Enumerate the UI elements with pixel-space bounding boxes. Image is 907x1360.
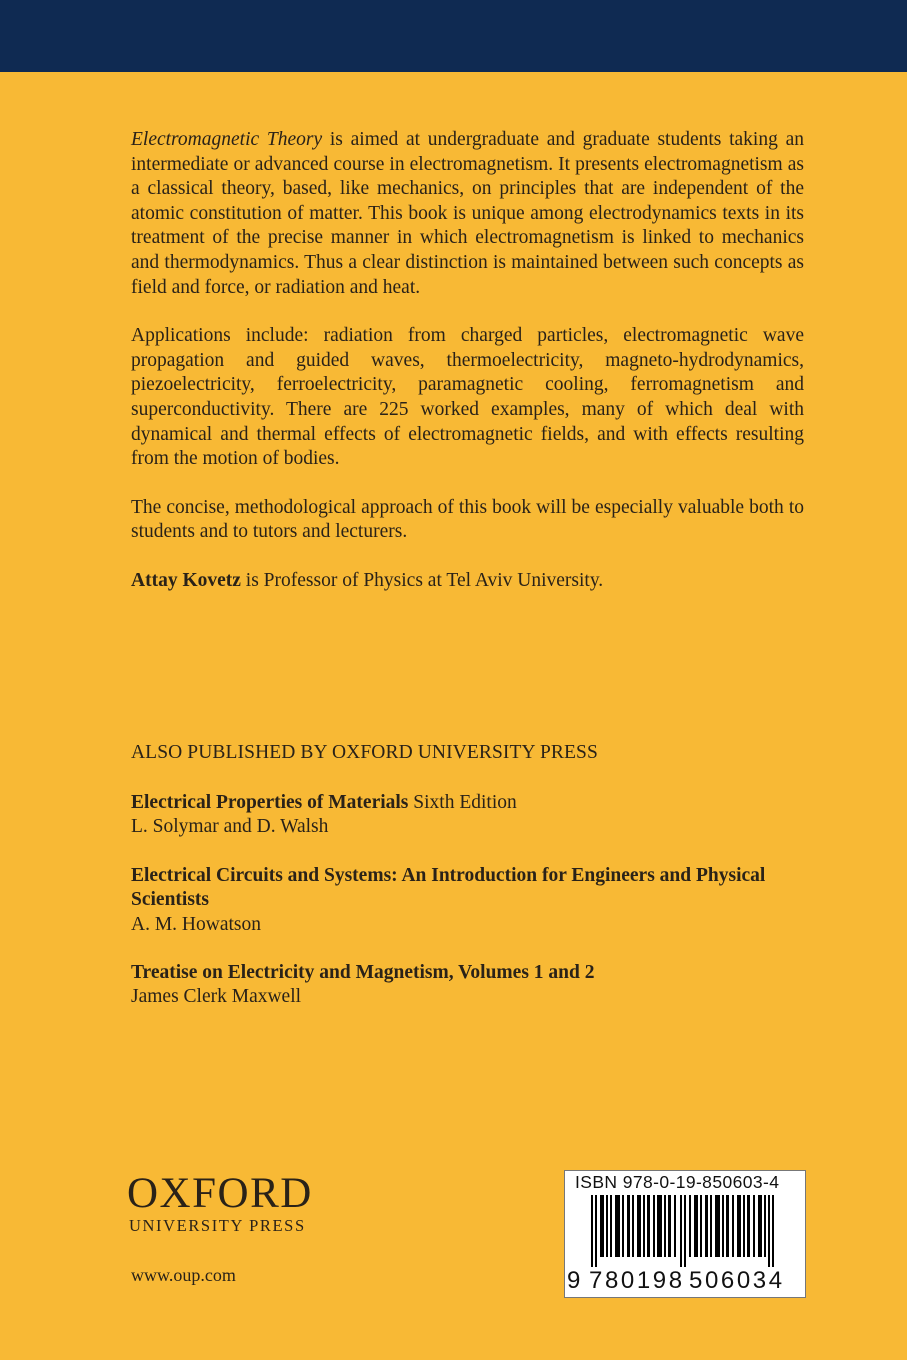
barcode-digits-left: 780198: [589, 1267, 685, 1294]
also-published-heading: ALSO PUBLISHED BY OXFORD UNIVERSITY PRESS: [131, 742, 598, 763]
description-paragraph-1-text: is aimed at undergraduate and graduate students taking an intermediate or advanced course in electromagnetism. It presents electromagnetism as a classical theory, based, like mechanics, on principles that are independent of the atomic constitution of matter. This book is unique among electrodynamics texts in its treatment of the precise manner in which electromagnetism is linked to mechanics and thermodynamics. Thus a clear distinction is maintained between such concepts as field and force, or radiation and heat.: [131, 129, 804, 298]
book-edition: Sixth Edition: [408, 792, 517, 813]
book-author: L. Solymar and D. Walsh: [131, 816, 329, 838]
description-paragraph-3: The concise, methodological approach of this book will be especially valuable both to students and to tutors and lecturers.: [131, 496, 804, 543]
barcode-bars: [579, 1195, 793, 1267]
book-title: Treatise on Electricity and Magnetism, Volumes 1 and 2: [131, 962, 595, 984]
barcode-digit-first: 9: [567, 1267, 581, 1294]
description-paragraph-2: Applications include: radiation from charged particles, electromagnetic wave propagation and guided waves, thermoelectricity, magneto-hydrodynamics, piezoelectricity, ferroelectricity, paramagnetic cooling, ferromagnetism and superconductivity. There are 225 worked examples, many of which deal with dynamical and thermal effects of electromagnetic fields, and with effects resulting from the motion of bodies.: [131, 325, 804, 470]
author-name: Attay Kovetz: [131, 569, 241, 591]
book-author: James Clerk Maxwell: [131, 986, 302, 1008]
also-published-section: [131, 741, 811, 1034]
author-bio-text: is Professor of Physics at Tel Aviv University.: [240, 569, 604, 591]
book-title: Electrical Circuits and Systems: An Introduction for Engineers and Physical Scientists: [131, 864, 766, 911]
also-published-book: [131, 961, 811, 1010]
description-paragraph-1: [131, 128, 804, 300]
logo-subtitle: UNIVERSITY PRESS: [129, 1216, 306, 1235]
logo-wordmark: OXFORD: [127, 1170, 313, 1217]
also-published-book: [131, 864, 811, 937]
top-color-band: [0, 0, 907, 72]
isbn-label: ISBN 978-0-19-850603-4: [575, 1172, 780, 1192]
description-block: [131, 128, 804, 594]
also-published-book: [131, 791, 811, 840]
oxford-logo: [127, 1172, 347, 1236]
book-title-italic: Electromagnetic Theory: [131, 129, 323, 150]
author-bio: [131, 569, 804, 594]
book-title: Electrical Properties of Materials: [131, 792, 409, 813]
isbn-barcode: [564, 1170, 806, 1298]
publisher-url[interactable]: www.oup.com: [131, 1265, 236, 1285]
book-author: A. M. Howatson: [131, 913, 261, 935]
barcode-digits-right: 506034: [689, 1267, 785, 1294]
